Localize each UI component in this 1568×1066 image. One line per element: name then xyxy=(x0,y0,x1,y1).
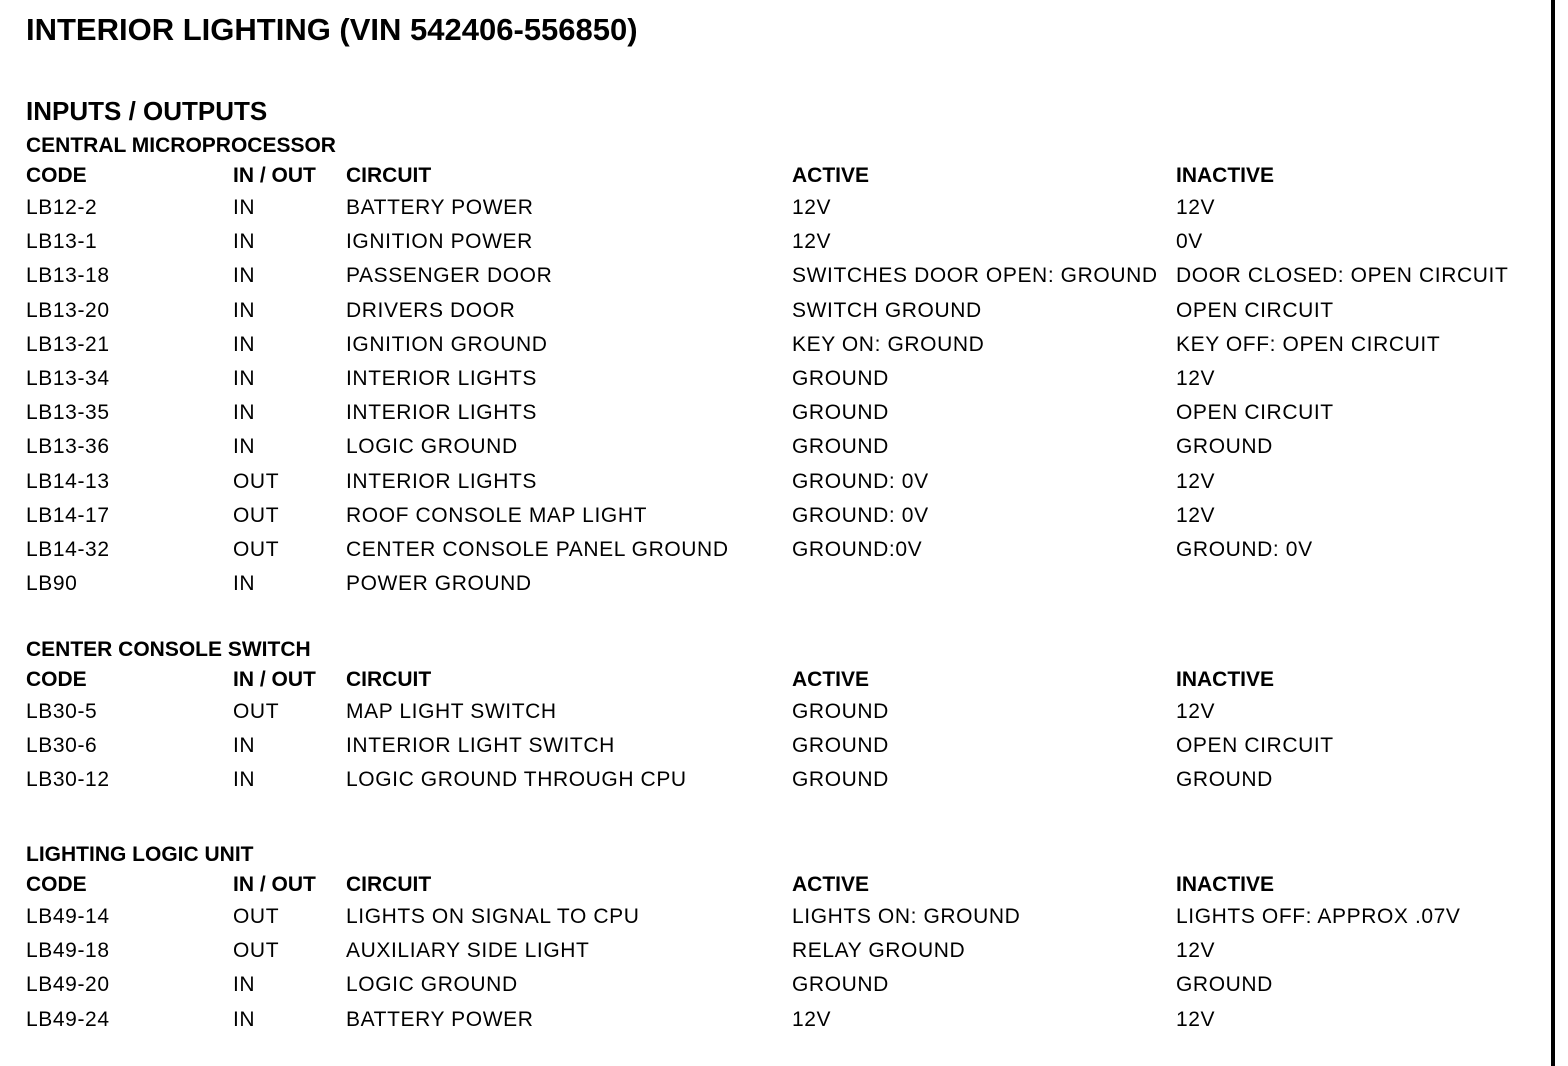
code-cell: LB30-6 xyxy=(26,734,98,758)
circuit-cell: POWER GROUND xyxy=(346,572,532,596)
header-in-out: IN / OUT xyxy=(233,164,316,187)
table-row xyxy=(26,259,1526,293)
in-out-cell: OUT xyxy=(233,939,280,963)
table-row xyxy=(26,465,1526,499)
column-header-row xyxy=(26,870,1526,900)
inactive-cell: GROUND xyxy=(1176,435,1273,459)
active-cell: GROUND xyxy=(792,435,889,459)
circuit-cell: PASSENGER DOOR xyxy=(346,264,553,288)
code-cell: LB30-12 xyxy=(26,768,110,792)
in-out-cell: IN xyxy=(233,768,256,792)
table-row xyxy=(26,362,1526,396)
table-body xyxy=(26,191,1526,601)
table-row xyxy=(26,695,1526,729)
active-cell: GROUND xyxy=(792,401,889,425)
circuit-cell: LOGIC GROUND THROUGH CPU xyxy=(346,768,687,792)
code-cell: LB90 xyxy=(26,572,78,596)
in-out-cell: IN xyxy=(233,366,256,390)
circuit-cell: IGNITION GROUND xyxy=(346,332,548,356)
inactive-cell: 12V xyxy=(1176,700,1216,723)
inactive-cell: KEY OFF: OPEN CIRCUIT xyxy=(1176,332,1441,356)
group-title: CENTER CONSOLE SWITCH xyxy=(26,638,311,661)
active-cell: GROUND: 0V xyxy=(792,469,929,493)
circuit-cell: LOGIC GROUND xyxy=(346,435,518,459)
circuit-cell: MAP LIGHT SWITCH xyxy=(346,700,557,723)
inactive-cell: DOOR CLOSED: OPEN CIRCUIT xyxy=(1176,264,1509,288)
in-out-cell: IN xyxy=(233,734,256,758)
circuit-cell: DRIVERS DOOR xyxy=(346,298,516,322)
in-out-cell: IN xyxy=(233,435,256,459)
circuit-cell: ROOF CONSOLE MAP LIGHT xyxy=(346,503,648,527)
active-cell: SWITCH GROUND xyxy=(792,298,982,322)
inactive-cell: OPEN CIRCUIT xyxy=(1176,734,1334,758)
active-cell: GROUND xyxy=(792,734,889,758)
circuit-cell: LOGIC GROUND xyxy=(346,973,518,997)
active-cell: GROUND xyxy=(792,768,889,792)
circuit-cell: AUXILIARY SIDE LIGHT xyxy=(346,939,590,963)
code-cell: LB49-14 xyxy=(26,905,110,928)
in-out-cell: OUT xyxy=(233,503,280,527)
in-out-cell: OUT xyxy=(233,700,280,723)
page-title: INTERIOR LIGHTING (VIN 542406-556850) xyxy=(26,12,638,47)
code-cell: LB49-24 xyxy=(26,1007,110,1031)
in-out-cell: IN xyxy=(233,196,256,219)
column-header-row xyxy=(26,161,1526,191)
inactive-cell: GROUND xyxy=(1176,973,1273,997)
active-cell: GROUND xyxy=(792,366,889,390)
inactive-cell: OPEN CIRCUIT xyxy=(1176,298,1334,322)
code-cell: LB14-32 xyxy=(26,537,110,561)
column-header-row xyxy=(26,665,1526,695)
circuit-cell: CENTER CONSOLE PANEL GROUND xyxy=(346,537,729,561)
inactive-cell: 12V xyxy=(1176,1007,1216,1031)
circuit-cell: BATTERY POWER xyxy=(346,196,534,219)
inactive-cell: 0V xyxy=(1176,230,1203,254)
table-body xyxy=(26,695,1526,798)
inactive-cell: 12V xyxy=(1176,196,1216,219)
io-table-lighting-logic-unit xyxy=(26,840,1526,1037)
code-cell: LB13-1 xyxy=(26,230,98,254)
io-table-central-microprocessor xyxy=(26,131,1526,601)
active-cell: LIGHTS ON: GROUND xyxy=(792,905,1021,928)
table-row xyxy=(26,567,1526,601)
header-active: ACTIVE xyxy=(792,873,870,896)
active-cell: RELAY GROUND xyxy=(792,939,966,963)
code-cell: LB49-20 xyxy=(26,973,110,997)
in-out-cell: IN xyxy=(233,973,256,997)
in-out-cell: IN xyxy=(233,332,256,356)
code-cell: LB13-20 xyxy=(26,298,110,322)
page-edge-rule xyxy=(1551,0,1555,1066)
header-inactive: INACTIVE xyxy=(1176,873,1275,896)
in-out-cell: OUT xyxy=(233,537,280,561)
table-row xyxy=(26,328,1526,362)
header-code: CODE xyxy=(26,668,87,691)
active-cell: SWITCHES DOOR OPEN: GROUND xyxy=(792,264,1158,288)
table-row xyxy=(26,900,1526,934)
header-circuit: CIRCUIT xyxy=(346,668,432,691)
table-row xyxy=(26,396,1526,430)
active-cell: 12V xyxy=(792,230,832,254)
circuit-cell: INTERIOR LIGHTS xyxy=(346,469,538,493)
inactive-cell: 12V xyxy=(1176,939,1216,963)
active-cell: 12V xyxy=(792,196,832,219)
header-active: ACTIVE xyxy=(792,164,870,187)
code-cell: LB13-36 xyxy=(26,435,110,459)
header-code: CODE xyxy=(26,164,87,187)
table-body xyxy=(26,900,1526,1037)
header-inactive: INACTIVE xyxy=(1176,164,1275,187)
header-code: CODE xyxy=(26,873,87,896)
table-row xyxy=(26,430,1526,464)
code-cell: LB14-17 xyxy=(26,503,110,527)
code-cell: LB13-34 xyxy=(26,366,110,390)
inactive-cell: 12V xyxy=(1176,503,1216,527)
section-heading: INPUTS / OUTPUTS xyxy=(26,96,268,126)
header-circuit: CIRCUIT xyxy=(346,873,432,896)
circuit-cell: INTERIOR LIGHTS xyxy=(346,366,538,390)
inactive-cell: LIGHTS OFF: APPROX .07V xyxy=(1176,905,1461,928)
active-cell: 12V xyxy=(792,1007,832,1031)
table-row xyxy=(26,763,1526,797)
table-row xyxy=(26,225,1526,259)
circuit-cell: LIGHTS ON SIGNAL TO CPU xyxy=(346,905,640,928)
circuit-cell: IGNITION POWER xyxy=(346,230,533,254)
in-out-cell: IN xyxy=(233,401,256,425)
inactive-cell: GROUND: 0V xyxy=(1176,537,1313,561)
table-row xyxy=(26,1003,1526,1037)
inactive-cell: OPEN CIRCUIT xyxy=(1176,401,1334,425)
table-row xyxy=(26,934,1526,968)
code-cell: LB13-21 xyxy=(26,332,110,356)
in-out-cell: OUT xyxy=(233,469,280,493)
table-row xyxy=(26,499,1526,533)
in-out-cell: IN xyxy=(233,230,256,254)
table-row xyxy=(26,968,1526,1002)
header-active: ACTIVE xyxy=(792,668,870,691)
circuit-cell: INTERIOR LIGHTS xyxy=(346,401,538,425)
inactive-cell: GROUND xyxy=(1176,768,1273,792)
in-out-cell: IN xyxy=(233,264,256,288)
in-out-cell: IN xyxy=(233,298,256,322)
header-circuit: CIRCUIT xyxy=(346,164,432,187)
inactive-cell: 12V xyxy=(1176,366,1216,390)
table-row xyxy=(26,533,1526,567)
table-row xyxy=(26,191,1526,225)
in-out-cell: OUT xyxy=(233,905,280,928)
active-cell: GROUND xyxy=(792,700,889,723)
code-cell: LB13-18 xyxy=(26,264,110,288)
header-inactive: INACTIVE xyxy=(1176,668,1275,691)
header-in-out: IN / OUT xyxy=(233,873,316,896)
code-cell: LB49-18 xyxy=(26,939,110,963)
code-cell: LB12-2 xyxy=(26,196,98,219)
active-cell: GROUND xyxy=(792,973,889,997)
active-cell: GROUND: 0V xyxy=(792,503,929,527)
io-table-center-console-switch xyxy=(26,635,1526,798)
active-cell: GROUND:0V xyxy=(792,537,923,561)
in-out-cell: IN xyxy=(233,572,256,596)
inactive-cell: 12V xyxy=(1176,469,1216,493)
circuit-cell: INTERIOR LIGHT SWITCH xyxy=(346,734,615,758)
active-cell: KEY ON: GROUND xyxy=(792,332,985,356)
code-cell: LB14-13 xyxy=(26,469,110,493)
table-row xyxy=(26,729,1526,763)
code-cell: LB13-35 xyxy=(26,401,110,425)
circuit-cell: BATTERY POWER xyxy=(346,1007,534,1031)
group-title: CENTRAL MICROPROCESSOR xyxy=(26,134,336,157)
in-out-cell: IN xyxy=(233,1007,256,1031)
header-in-out: IN / OUT xyxy=(233,668,316,691)
code-cell: LB30-5 xyxy=(26,700,98,723)
table-row xyxy=(26,294,1526,328)
group-title: LIGHTING LOGIC UNIT xyxy=(26,843,254,866)
